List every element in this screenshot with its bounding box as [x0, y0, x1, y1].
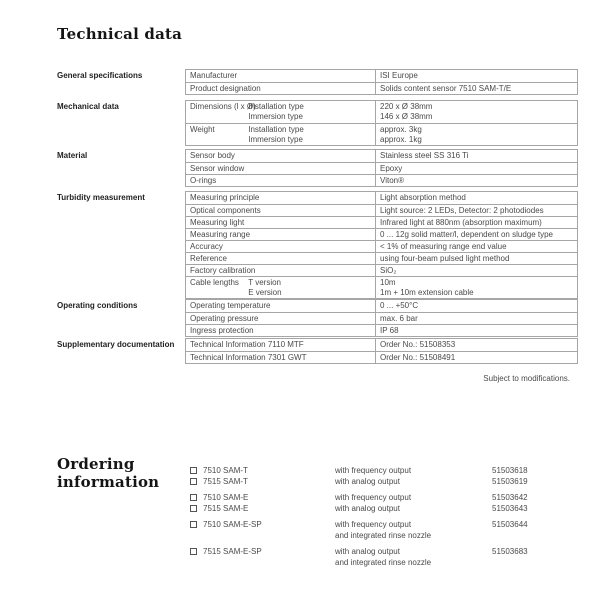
spec-label-cell: Factory calibration	[186, 265, 376, 276]
table-row	[186, 192, 577, 204]
spec-value-cell: Light absorption method	[380, 193, 466, 202]
spec-value-cell: Viton®	[380, 176, 404, 185]
table-row	[186, 324, 577, 336]
spec-value-cell: Order No.: 51508353	[380, 340, 456, 349]
table-row	[186, 82, 577, 94]
spec-value-cell: using four-beam pulsed light method	[380, 254, 510, 263]
checkbox-icon	[190, 478, 197, 485]
product-code: 7510 SAM-E	[203, 493, 249, 502]
spec-label: Weight	[190, 125, 215, 134]
product-code: 7515 SAM-E-SP	[203, 547, 262, 556]
subject-note: Subject to modifications.	[483, 374, 570, 383]
spec-label-cell: Measuring light	[186, 217, 376, 228]
spec-sublabels	[248, 125, 304, 145]
spec-sublabel: Immersion type	[248, 135, 303, 144]
product-description-line: with analog output	[335, 477, 400, 486]
table-row	[186, 70, 577, 82]
spec-value-cell: max. 6 bar	[380, 314, 418, 323]
spec-label-cell: Sensor window	[186, 163, 376, 174]
table-row	[186, 252, 577, 264]
table-row	[186, 101, 577, 123]
page-title: Technical data	[57, 25, 183, 43]
spec-group-label-operating: Operating conditions	[57, 301, 138, 310]
product-description	[335, 465, 490, 476]
product-description-line: with frequency output	[335, 466, 412, 475]
spec-sublabel: T version	[248, 278, 281, 287]
product-description	[335, 519, 490, 541]
spec-value-cell: IP 68	[380, 326, 399, 335]
spec-value: approx. 1kg	[380, 135, 422, 144]
spec-value-cell: 0 ... 12g solid matter/l, dependent on sludge type	[380, 230, 554, 239]
spec-table-supplementary	[185, 338, 578, 364]
ordering-item	[185, 465, 590, 476]
ordering-item	[185, 546, 590, 568]
spec-label-cell: Reference	[186, 253, 376, 264]
spec-label-cell: Measuring range	[186, 229, 376, 240]
spec-value-cell: Stainless steel SS 316 Ti	[380, 151, 469, 160]
table-row	[186, 276, 577, 298]
spec-value-cell	[376, 101, 577, 123]
spec-table-operating	[185, 299, 578, 337]
spec-group-label-turbidity: Turbidity measurement	[57, 193, 145, 202]
table-row	[186, 339, 577, 351]
product-code: 7515 SAM-E	[203, 504, 249, 513]
spec-value-cell: Light source: 2 LEDs, Detector: 2 photodiodes	[380, 206, 544, 215]
spec-value-cell: < 1% of measuring range end value	[380, 242, 507, 251]
table-row	[186, 300, 577, 312]
spec-value-cell	[376, 277, 577, 298]
spec-group-label-general: General specifications	[57, 71, 143, 80]
table-row	[186, 123, 577, 145]
spec-sublabel: E version	[248, 288, 282, 297]
checkbox-icon	[190, 548, 197, 555]
spec-label-cell: Manufacturer	[186, 70, 376, 82]
table-row	[186, 228, 577, 240]
order-number: 51503683	[492, 547, 528, 556]
product-description-line: and integrated rinse nozzle	[335, 558, 432, 567]
spec-label-cell: Measuring principle	[186, 192, 376, 204]
table-row	[186, 162, 577, 174]
checkbox-icon	[190, 467, 197, 474]
spec-table-material	[185, 149, 578, 187]
spec-group-label-mechanical: Mechanical data	[57, 102, 119, 111]
spec-value-cell: Epoxy	[380, 164, 403, 173]
ordering-title-line1: Ordering	[57, 455, 135, 473]
ordering-title-line2: information	[57, 473, 160, 491]
order-number: 51503619	[492, 477, 528, 486]
order-number: 51503618	[492, 466, 528, 475]
table-row	[186, 264, 577, 276]
spec-value: approx. 3kg	[380, 125, 422, 134]
spec-label-cell: Accuracy	[186, 241, 376, 252]
spec-label-cell: Ingress protection	[186, 325, 376, 336]
checkbox-icon	[190, 494, 197, 501]
product-description	[335, 546, 490, 568]
ordering-title	[57, 455, 197, 491]
spec-value: 1m + 10m extension cable	[380, 288, 474, 297]
product-description-line: with frequency output	[335, 493, 412, 502]
spec-sublabels	[248, 278, 281, 298]
spec-label-cell	[186, 124, 376, 145]
spec-sublabel: Immersion type	[248, 112, 303, 121]
ordering-item	[185, 519, 590, 541]
spec-value-cell	[376, 124, 577, 145]
spec-label-cell: Product designation	[186, 83, 376, 94]
order-number: 51503644	[492, 520, 528, 529]
order-number: 51503643	[492, 504, 528, 513]
spec-value-cell: Solids content sensor 7510 SAM-T/E	[380, 84, 512, 93]
spec-label-cell: O-rings	[186, 175, 376, 186]
product-description-line: with analog output	[335, 504, 400, 513]
spec-value-cell: ISI Europe	[380, 71, 418, 80]
spec-sublabels	[248, 102, 304, 122]
spec-table-turbidity	[185, 191, 578, 299]
spec-table-general	[185, 69, 578, 95]
table-row	[186, 150, 577, 162]
spec-label-cell	[186, 277, 376, 298]
product-code: 7515 SAM-T	[203, 477, 248, 486]
table-row	[186, 351, 577, 363]
checkbox-icon	[190, 505, 197, 512]
spec-label-cell: Operating pressure	[186, 313, 376, 324]
spec-sublabel: Installation type	[248, 102, 304, 111]
spec-sublabel: Installation type	[248, 125, 304, 134]
ordering-item	[185, 476, 590, 487]
product-description-line: with analog output	[335, 547, 400, 556]
table-row	[186, 312, 577, 324]
spec-group-label-supplementary: Supplementary documentation	[57, 340, 175, 349]
product-description	[335, 503, 490, 514]
spec-label-cell: Technical Information 7110 MTF	[186, 339, 376, 351]
spec-value: 10m	[380, 278, 396, 287]
ordering-list	[185, 463, 590, 603]
spec-value: 220 x Ø 38mm	[380, 102, 433, 111]
spec-group-label-material: Material	[57, 151, 88, 160]
order-number: 51503642	[492, 493, 528, 502]
spec-label-cell: Sensor body	[186, 150, 376, 162]
product-description	[335, 476, 490, 487]
ordering-item	[185, 492, 590, 503]
table-row	[186, 204, 577, 216]
product-code: 7510 SAM-T	[203, 466, 248, 475]
spec-label: Cable lengths	[190, 278, 239, 287]
spec-label-cell	[186, 101, 376, 123]
spec-value: 146 x Ø 38mm	[380, 112, 433, 121]
product-code: 7510 SAM-E-SP	[203, 520, 262, 529]
spec-value-cell: SiO₂	[380, 266, 397, 275]
spec-value-cell: Order No.: 51508491	[380, 353, 456, 362]
ordering-item	[185, 503, 590, 514]
table-row	[186, 240, 577, 252]
product-description-line: and integrated rinse nozzle	[335, 531, 432, 540]
product-description-line: with frequency output	[335, 520, 412, 529]
table-row	[186, 216, 577, 228]
spec-label: Dimensions (l x Ø)	[190, 102, 256, 111]
spec-value-cell: Infrared light at 880nm (absorption maximum)	[380, 218, 542, 227]
spec-value-cell: 0 ... +50°C	[380, 301, 419, 310]
spec-label-cell: Operating temperature	[186, 300, 376, 312]
table-row	[186, 174, 577, 186]
checkbox-icon	[190, 521, 197, 528]
spec-label-cell: Optical components	[186, 205, 376, 216]
spec-label-cell: Technical Information 7301 GWT	[186, 352, 376, 363]
product-description	[335, 492, 490, 503]
spec-table-mechanical	[185, 100, 578, 146]
